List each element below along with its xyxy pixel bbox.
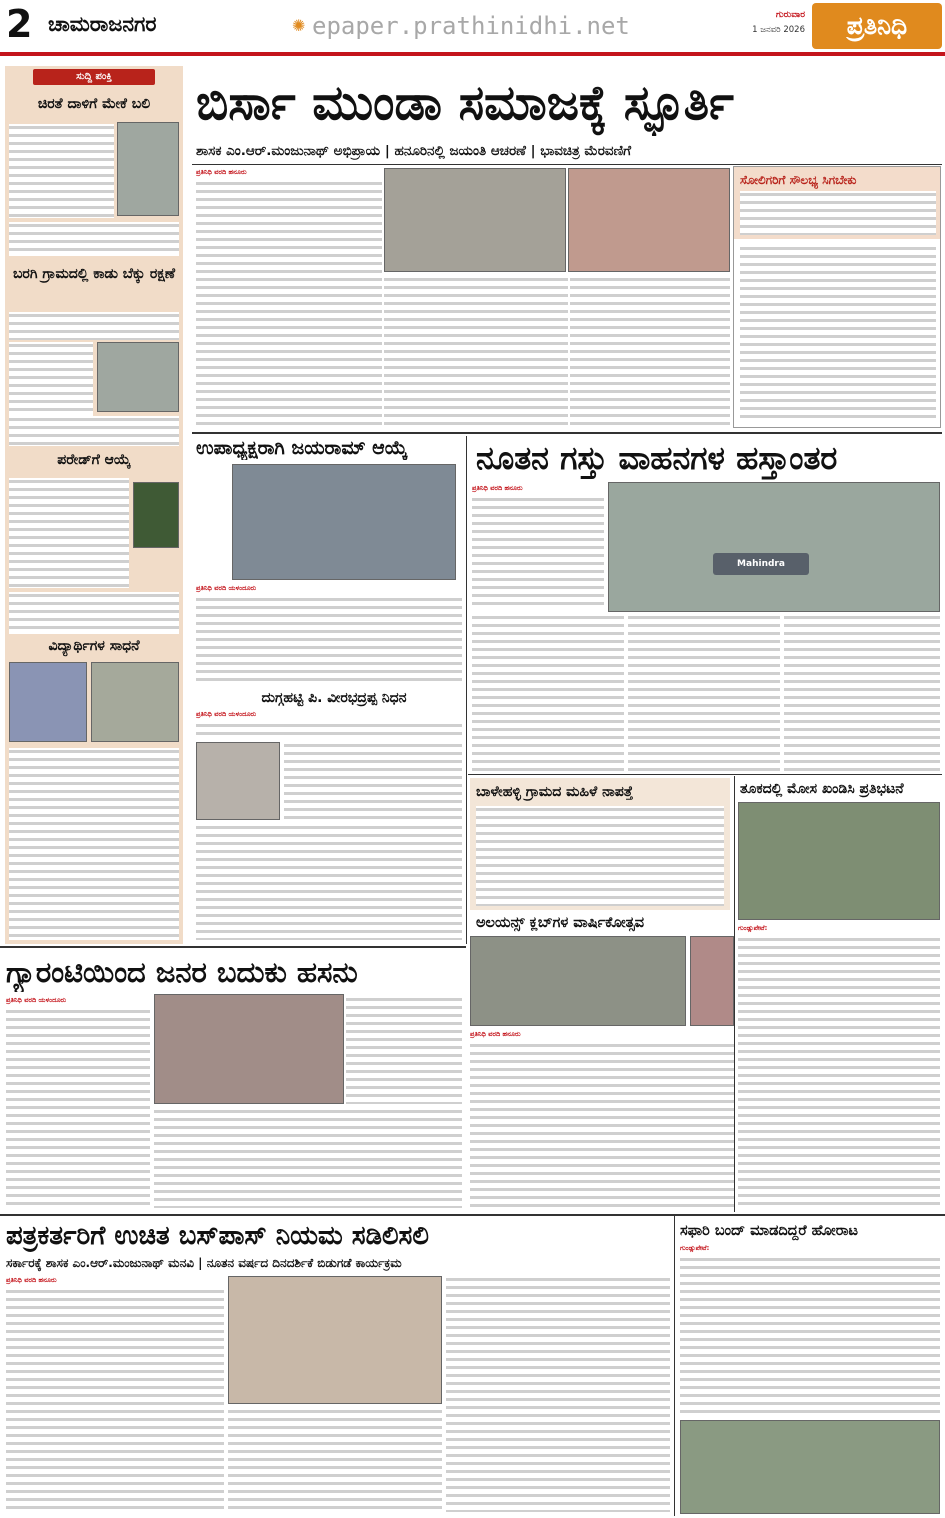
brief-photo-1 bbox=[117, 122, 179, 216]
missing-body bbox=[476, 806, 724, 906]
safari-dateline: ಗುಂಡ್ಲುಪೇಟೆ: bbox=[680, 1244, 710, 1252]
obituary-headline: ದುಗ್ಗಹಟ್ಟಿ ಪಿ. ವೀರಭದ್ರಪ್ಪ ನಿಧನ bbox=[261, 690, 407, 706]
buspass-body-a bbox=[6, 1288, 224, 1512]
section-name: ಚಾಮರಾಜನಗರ bbox=[48, 12, 157, 36]
buspass-dateline: ಪ್ರತಿನಿಧಿ ವರದಿ ಹನೂರು bbox=[6, 1276, 57, 1284]
vehicles-body-c bbox=[628, 614, 780, 772]
brief-body-2b bbox=[9, 342, 93, 422]
brief-body-4 bbox=[9, 748, 179, 940]
page-number: 2 bbox=[6, 4, 33, 44]
missing-box bbox=[470, 778, 730, 910]
lions-photo-1 bbox=[470, 936, 686, 1026]
obituary-body-b bbox=[284, 742, 462, 822]
buspass-body-b bbox=[228, 1408, 442, 1512]
buspass-subhead: ಸರ್ಕಾರಕ್ಕೆ ಶಾಸಕ ಎಂ.ಆರ್.ಮಂಜುನಾಥ್ ಮನವಿ | ನೂತನ ವರ್ಷದ ದಿನದರ್ಶಿಕೆ ಬಿಡುಗಡೆ ಕಾರ್ಯಕ್ರಮ bbox=[6, 1256, 402, 1270]
brief-title-3: ಪರೇಡ್‌ಗೆ ಆಯ್ಕೆ bbox=[57, 452, 131, 468]
vehicles-body-d bbox=[784, 614, 940, 772]
vehicles-body-a bbox=[472, 496, 604, 610]
protest-dateline: ಗುಂಡ್ಲುಪೇಟೆ: bbox=[738, 924, 768, 932]
news-brief-column bbox=[5, 66, 183, 944]
vehicles-dateline: ಪ್ರತಿನಿಧಿ ವರದಿ ಹನೂರು bbox=[472, 484, 523, 492]
brief-title-4: ವಿದ್ಯಾರ್ಥಿಗಳ ಸಾಧನೆ bbox=[48, 638, 140, 654]
brief-body-3b bbox=[9, 592, 179, 634]
protest-body bbox=[738, 936, 940, 1210]
brief-photo-4b bbox=[91, 662, 179, 742]
obituary-photo bbox=[196, 742, 280, 820]
issue-day: ಗುರುವಾರ bbox=[775, 10, 805, 20]
guarantee-dateline: ಪ್ರತಿನಿಧಿ ವರದಿ ಯಳಂದೂರು bbox=[6, 996, 67, 1004]
jayaram-photo bbox=[232, 464, 456, 580]
lions-headline: ಅಲಯನ್ಸ್ ಕ್ಲಬ್‌ಗಳ ವಾರ್ಷಿಕೋತ್ಸವ bbox=[476, 915, 645, 931]
jayaram-headline: ಉಪಾಧ್ಯಕ್ಷರಾಗಿ ಜಯರಾಮ್ ಆಯ್ಕೆ bbox=[196, 437, 408, 459]
epaper-url[interactable]: epaper.prathinidhi.net bbox=[312, 12, 630, 40]
main-headline: ಬಿರ್ಸಾ ಮುಂಡಾ ಸಮಾಜಕ್ಕೆ ಸ್ಫೂರ್ತಿ bbox=[196, 75, 734, 131]
guarantee-body-c bbox=[154, 1108, 462, 1208]
obituary-body-c bbox=[196, 824, 462, 940]
safari-headline: ಸಫಾರಿ ಬಂದ್ ಮಾಡದಿದ್ದರೆ ಹೋರಾಟ bbox=[680, 1223, 858, 1239]
sidebar-body-a bbox=[740, 191, 936, 235]
brief-photo-2 bbox=[97, 342, 179, 412]
protest-headline: ತೂಕದಲ್ಲಿ ಮೋಸ ಖಂಡಿಸಿ ಪ್ರತಿಭಟನೆ bbox=[740, 781, 904, 797]
jayaram-dateline: ಪ್ರತಿನಿಧಿ ವರದಿ ಯಳಂದೂರು bbox=[196, 584, 257, 592]
brief-body-1 bbox=[9, 124, 114, 218]
brief-title-1: ಚಿರತೆ ದಾಳಿಗೆ ಮೇಕೆ ಬಲಿ bbox=[37, 96, 151, 112]
header-rule bbox=[0, 52, 945, 56]
brand-logo: ಪ್ರತಿನಿಧಿ bbox=[812, 3, 942, 49]
lions-body bbox=[470, 1042, 734, 1210]
brief-body-1b bbox=[9, 222, 179, 256]
missing-headline: ಬಾಳೇಹಳ್ಳಿ ಗ್ರಾಮದ ಮಹಿಳೆ ನಾಪತ್ತೆ bbox=[476, 784, 633, 800]
main-body-col-2 bbox=[384, 276, 568, 430]
main-body-col-1 bbox=[196, 180, 382, 430]
obituary-body-a bbox=[196, 722, 462, 740]
sidebar-box bbox=[733, 166, 941, 428]
obituary-dateline: ಪ್ರತಿನಿಧಿ ವರದಿ ಯಳಂದೂರು bbox=[196, 710, 257, 718]
main-photo-1 bbox=[384, 168, 566, 272]
main-subhead: ಶಾಸಕ ಎಂ.ಆರ್.ಮಂಜುನಾಥ್ ಅಭಿಪ್ರಾಯ | ಹನೂರಿನಲ್ಲಿ ಜಯಂತಿ ಆಚರಣೆ | ಭಾವಚಿತ್ರ ಮೆರವಣಿಗೆ bbox=[196, 143, 632, 159]
safari-body bbox=[680, 1256, 940, 1416]
brief-body-3 bbox=[9, 478, 129, 588]
sidebar-headline: ಸೋಲಿಗರಿಗೆ ಸೌಲಭ್ಯ ಸಿಗಬೇಕು bbox=[740, 173, 857, 187]
brief-body-2 bbox=[9, 312, 179, 340]
sun-icon: ✺ bbox=[292, 16, 306, 35]
lions-dateline: ಪ್ರತಿನಿಧಿ ವರದಿ ಹನೂರು bbox=[470, 1030, 521, 1038]
issue-date: 1 ಜನವರಿ 2026 bbox=[752, 25, 805, 35]
main-dateline: ಪ್ರತಿನಿಧಿ ವರದಿ ಹನೂರು bbox=[196, 168, 247, 176]
vehicles-photo bbox=[608, 482, 940, 612]
buspass-body-c bbox=[446, 1276, 670, 1512]
jayaram-body bbox=[196, 596, 462, 686]
buspass-headline: ಪತ್ರಕರ್ತರಿಗೆ ಉಚಿತ ಬಸ್‌ಪಾಸ್ ನಿಯಮ ಸಡಿಲಿಸಲಿ bbox=[6, 1221, 429, 1251]
news-brief-tag: ಸುದ್ದಿ ಪಂಕ್ತಿ bbox=[33, 69, 155, 85]
main-photo-2 bbox=[568, 168, 730, 272]
sidebar-body-b bbox=[740, 245, 936, 423]
main-body-col-3 bbox=[570, 276, 730, 430]
safari-photo bbox=[680, 1420, 940, 1514]
brief-photo-4a bbox=[9, 662, 87, 742]
brief-title-2: ಬರಗಿ ಗ್ರಾಮದಲ್ಲಿ ಕಾಡು ಬೆಕ್ಕು ರಕ್ಷಣೆ bbox=[12, 266, 176, 282]
guarantee-headline: ಗ್ಯಾರಂಟಿಯಿಂದ ಜನರ ಬದುಕು ಹಸನು bbox=[6, 955, 358, 989]
guarantee-photo bbox=[154, 994, 344, 1104]
brief-photo-3 bbox=[133, 482, 179, 548]
vehicles-headline: ನೂತನ ಗಸ್ತು ವಾಹನಗಳ ಹಸ್ತಾಂತರ bbox=[476, 439, 838, 477]
vehicles-body-b bbox=[472, 614, 624, 772]
protest-photo bbox=[738, 802, 940, 920]
guarantee-body-a bbox=[6, 1008, 150, 1208]
guarantee-body-b bbox=[346, 996, 462, 1104]
lions-photo-2 bbox=[690, 936, 734, 1026]
brief-body-2c bbox=[9, 416, 179, 446]
vehicle-brand-label: Mahindra bbox=[713, 553, 809, 575]
buspass-photo bbox=[228, 1276, 442, 1404]
